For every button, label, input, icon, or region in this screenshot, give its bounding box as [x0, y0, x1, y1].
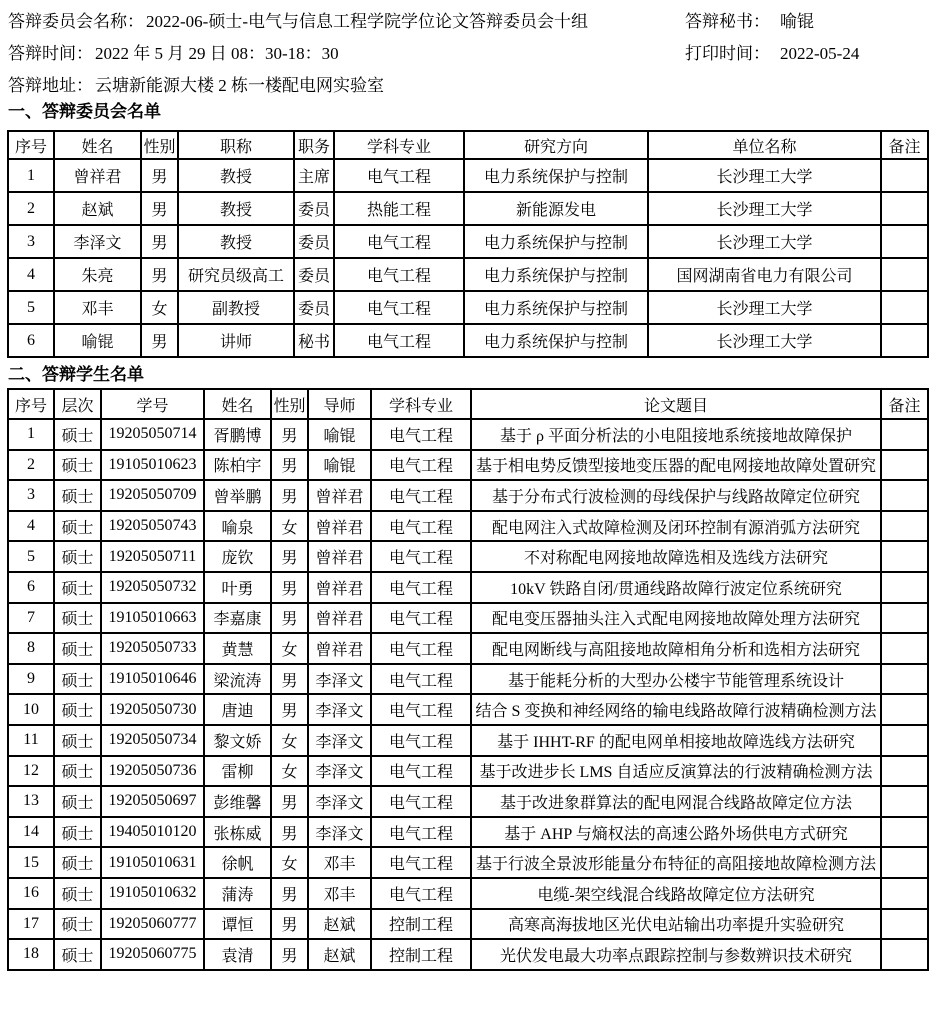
table-cell	[881, 450, 928, 481]
table-cell	[881, 324, 928, 357]
column-header: 层次	[54, 389, 101, 419]
table-cell: 硕士	[54, 633, 101, 664]
table-cell: 曾举鹏	[204, 480, 271, 511]
table-cell: 硕士	[54, 756, 101, 787]
table-cell: 电缆-架空线混合线路故障定位方法研究	[471, 878, 881, 909]
table-cell: 长沙理工大学	[648, 324, 881, 357]
table-cell: 12	[8, 756, 54, 787]
table-row	[8, 419, 928, 450]
table-cell: 19205050697	[101, 786, 204, 817]
table-cell	[881, 633, 928, 664]
table-cell: 男	[271, 878, 308, 909]
table-cell: 19105010646	[101, 664, 204, 695]
column-header: 姓名	[54, 131, 141, 159]
table-cell: 电气工程	[371, 633, 471, 664]
table-cell: 19405010120	[101, 817, 204, 848]
table-cell: 男	[141, 324, 178, 357]
table-row	[8, 159, 928, 192]
table-cell: 秘书	[294, 324, 334, 357]
table-cell: 19205060775	[101, 939, 204, 970]
table-cell: 黄慧	[204, 633, 271, 664]
table-cell: 硕士	[54, 664, 101, 695]
table-cell: 长沙理工大学	[648, 159, 881, 192]
table-cell: 委员	[294, 291, 334, 324]
table-cell: 3	[8, 225, 54, 258]
table-cell	[881, 756, 928, 787]
column-header: 性别	[141, 131, 178, 159]
table-cell: 曾祥君	[308, 511, 371, 542]
table-cell: 硕士	[54, 419, 101, 450]
table-cell: 19205050736	[101, 756, 204, 787]
table-row	[8, 786, 928, 817]
table-cell: 19205050711	[101, 541, 204, 572]
field-label: 答辩地址：	[8, 76, 93, 95]
table-cell: 8	[8, 633, 54, 664]
table-cell: 电气工程	[371, 572, 471, 603]
table-cell: 热能工程	[334, 192, 464, 225]
table-row	[8, 694, 928, 725]
table-row	[8, 480, 928, 511]
table-cell: 副教授	[178, 291, 294, 324]
defense-address-field	[8, 76, 384, 96]
table-cell: 女	[271, 847, 308, 878]
table-cell: 委员	[294, 192, 334, 225]
table-cell	[881, 291, 928, 324]
table-cell: 李泽文	[308, 786, 371, 817]
table-cell	[881, 725, 928, 756]
table-cell: 研究员级高工	[178, 258, 294, 291]
table-cell: 陈柏宇	[204, 450, 271, 481]
table-cell: 曾祥君	[308, 480, 371, 511]
table-row	[8, 258, 928, 291]
table-row	[8, 192, 928, 225]
table-cell: 19105010663	[101, 603, 204, 634]
table-cell: 硕士	[54, 786, 101, 817]
table-cell: 男	[141, 225, 178, 258]
table-cell: 19205050730	[101, 694, 204, 725]
table-cell: 电气工程	[371, 541, 471, 572]
table-cell: 李泽文	[308, 756, 371, 787]
table-cell: 硕士	[54, 725, 101, 756]
table-cell: 喻锟	[308, 450, 371, 481]
table-cell: 基于 IHHT-RF 的配电网单相接地故障选线方法研究	[471, 725, 881, 756]
table-cell: 5	[8, 291, 54, 324]
table-cell: 19205050732	[101, 572, 204, 603]
students-section-title: 二、答辩学生名单	[8, 365, 144, 384]
table-cell: 委员	[294, 225, 334, 258]
table-cell: 李嘉康	[204, 603, 271, 634]
column-header: 职称	[178, 131, 294, 159]
table-cell	[881, 225, 928, 258]
table-cell: 19205050734	[101, 725, 204, 756]
table-cell: 基于相电势反馈型接地变压器的配电网接地故障处置研究	[471, 450, 881, 481]
table-cell: 11	[8, 725, 54, 756]
table-cell	[881, 847, 928, 878]
column-header: 序号	[8, 131, 54, 159]
table-cell: 雷柳	[204, 756, 271, 787]
table-cell: 电气工程	[334, 159, 464, 192]
table-cell	[881, 419, 928, 450]
table-cell: 电气工程	[371, 817, 471, 848]
table-cell: 李泽文	[308, 664, 371, 695]
table-cell: 4	[8, 511, 54, 542]
table-cell: 女	[141, 291, 178, 324]
table-cell: 教授	[178, 159, 294, 192]
table-cell: 基于能耗分析的大型办公楼宇节能管理系统设计	[471, 664, 881, 695]
table-cell: 电气工程	[334, 324, 464, 357]
table-cell	[881, 664, 928, 695]
table-cell	[881, 878, 928, 909]
table-cell: 13	[8, 786, 54, 817]
table-cell: 19105010631	[101, 847, 204, 878]
table-cell: 教授	[178, 225, 294, 258]
table-row	[8, 324, 928, 357]
table-cell: 硕士	[54, 694, 101, 725]
table-cell: 男	[271, 786, 308, 817]
table-cell: 男	[271, 939, 308, 970]
table-cell: 4	[8, 258, 54, 291]
table-cell: 光伏发电最大功率点跟踪控制与参数辨识技术研究	[471, 939, 881, 970]
column-header: 研究方向	[464, 131, 648, 159]
table-cell: 李泽文	[308, 725, 371, 756]
column-header: 单位名称	[648, 131, 881, 159]
table-cell: 电气工程	[371, 878, 471, 909]
table-cell: 讲师	[178, 324, 294, 357]
table-cell: 19205060777	[101, 909, 204, 940]
table-cell: 电力系统保护与控制	[464, 225, 648, 258]
table-row	[8, 847, 928, 878]
table-cell: 男	[271, 419, 308, 450]
table-cell: 电气工程	[371, 847, 471, 878]
table-cell: 17	[8, 909, 54, 940]
table-row	[8, 664, 928, 695]
table-cell: 邓丰	[308, 847, 371, 878]
committee-header-row	[8, 131, 928, 159]
table-cell: 教授	[178, 192, 294, 225]
table-cell: 14	[8, 817, 54, 848]
table-row	[8, 909, 928, 940]
table-cell: 硕士	[54, 511, 101, 542]
column-header: 序号	[8, 389, 54, 419]
table-cell: 16	[8, 878, 54, 909]
table-cell: 15	[8, 847, 54, 878]
table-cell: 赵斌	[54, 192, 141, 225]
table-row	[8, 572, 928, 603]
table-cell: 2	[8, 192, 54, 225]
table-cell	[881, 817, 928, 848]
table-cell: 长沙理工大学	[648, 291, 881, 324]
table-cell: 电力系统保护与控制	[464, 291, 648, 324]
table-cell: 张栋威	[204, 817, 271, 848]
table-cell: 男	[271, 480, 308, 511]
field-value: 2022-06-硕士-电气与信息工程学院学位论文答辩委员会十组	[146, 12, 588, 31]
table-cell: 蒲涛	[204, 878, 271, 909]
table-cell: 曾祥君	[308, 572, 371, 603]
table-cell: 电力系统保护与控制	[464, 159, 648, 192]
field-label: 答辩时间：	[8, 44, 93, 63]
table-cell: 喻锟	[308, 419, 371, 450]
table-cell: 喻锟	[54, 324, 141, 357]
table-cell: 女	[271, 756, 308, 787]
table-cell: 基于分布式行波检测的母线保护与线路故障定位研究	[471, 480, 881, 511]
table-cell: 1	[8, 159, 54, 192]
table-cell: 邓丰	[54, 291, 141, 324]
table-cell: 电气工程	[371, 511, 471, 542]
table-cell: 电气工程	[371, 603, 471, 634]
table-cell: 男	[271, 541, 308, 572]
table-cell: 彭维馨	[204, 786, 271, 817]
field-label: 答辩委员会名称：	[8, 12, 144, 31]
table-cell: 硕士	[54, 847, 101, 878]
column-header: 学号	[101, 389, 204, 419]
table-cell: 徐帆	[204, 847, 271, 878]
table-cell: 7	[8, 603, 54, 634]
defense-secretary-field	[685, 12, 814, 32]
column-header: 学科专业	[371, 389, 471, 419]
table-cell: 结合 S 变换和神经网络的输电线路故障行波精确检测方法	[471, 694, 881, 725]
table-cell: 朱亮	[54, 258, 141, 291]
table-cell: 19205050709	[101, 480, 204, 511]
table-cell	[881, 541, 928, 572]
table-cell: 曾祥君	[308, 541, 371, 572]
table-cell	[881, 258, 928, 291]
table-row	[8, 225, 928, 258]
table-cell: 配电网注入式故障检测及闭环控制有源消弧方法研究	[471, 511, 881, 542]
table-cell: 男	[271, 817, 308, 848]
table-cell: 男	[141, 192, 178, 225]
table-cell: 曾祥君	[54, 159, 141, 192]
table-cell	[881, 159, 928, 192]
field-label: 打印时间：	[685, 44, 770, 63]
table-cell: 叶勇	[204, 572, 271, 603]
table-cell: 硕士	[54, 939, 101, 970]
students-header-row	[8, 389, 928, 419]
table-cell: 男	[271, 572, 308, 603]
table-row	[8, 756, 928, 787]
table-cell: 电气工程	[334, 291, 464, 324]
table-row	[8, 603, 928, 634]
column-header: 导师	[308, 389, 371, 419]
field-value: 2022 年 5 月 29 日 08：30-18：30	[95, 44, 339, 63]
table-cell: 基于 AHP 与熵权法的高速公路外场供电方式研究	[471, 817, 881, 848]
table-cell: 硕士	[54, 450, 101, 481]
table-cell: 女	[271, 511, 308, 542]
table-cell: 基于行波全景波形能量分布特征的高阻接地故障检测方法	[471, 847, 881, 878]
table-cell: 主席	[294, 159, 334, 192]
table-row	[8, 291, 928, 324]
table-cell: 男	[271, 603, 308, 634]
table-cell: 男	[271, 694, 308, 725]
table-cell: 18	[8, 939, 54, 970]
table-cell: 19105010623	[101, 450, 204, 481]
table-cell	[881, 786, 928, 817]
table-cell: 基于改进步长 LMS 自适应反演算法的行波精确检测方法	[471, 756, 881, 787]
table-cell: 谭恒	[204, 909, 271, 940]
column-header: 备注	[881, 389, 928, 419]
table-cell: 硕士	[54, 817, 101, 848]
table-cell: 1	[8, 419, 54, 450]
table-cell: 曾祥君	[308, 633, 371, 664]
table-cell: 5	[8, 541, 54, 572]
table-cell: 男	[141, 258, 178, 291]
committee-section-title: 一、答辩委员会名单	[8, 102, 161, 121]
table-cell	[881, 480, 928, 511]
table-cell: 电气工程	[371, 480, 471, 511]
defense-committee-name-field	[8, 12, 588, 32]
table-cell: 硕士	[54, 603, 101, 634]
table-cell: 曾祥君	[308, 603, 371, 634]
table-cell: 基于 ρ 平面分析法的小电阻接地系统接地故障保护	[471, 419, 881, 450]
table-cell: 10	[8, 694, 54, 725]
table-cell	[881, 511, 928, 542]
column-header: 姓名	[204, 389, 271, 419]
table-cell: 电气工程	[334, 225, 464, 258]
defense-time-field	[8, 44, 339, 64]
table-cell: 邓丰	[308, 878, 371, 909]
table-cell	[881, 694, 928, 725]
table-cell: 男	[271, 450, 308, 481]
column-header: 性别	[271, 389, 308, 419]
table-cell: 电气工程	[371, 419, 471, 450]
table-cell: 国网湖南省电力有限公司	[648, 258, 881, 291]
table-cell: 李泽文	[54, 225, 141, 258]
table-cell: 19205050733	[101, 633, 204, 664]
table-cell: 女	[271, 725, 308, 756]
table-cell: 新能源发电	[464, 192, 648, 225]
table-cell: 袁清	[204, 939, 271, 970]
table-cell: 电气工程	[371, 694, 471, 725]
column-header: 备注	[881, 131, 928, 159]
column-header: 职务	[294, 131, 334, 159]
table-cell: 黎文娇	[204, 725, 271, 756]
table-cell	[881, 572, 928, 603]
table-cell: 3	[8, 480, 54, 511]
table-cell: 男	[271, 664, 308, 695]
table-cell: 女	[271, 633, 308, 664]
table-cell: 男	[141, 159, 178, 192]
table-cell	[881, 192, 928, 225]
table-cell: 电力系统保护与控制	[464, 324, 648, 357]
committee-table	[7, 130, 929, 358]
table-cell: 庞钦	[204, 541, 271, 572]
table-cell: 电气工程	[334, 258, 464, 291]
table-cell: 长沙理工大学	[648, 192, 881, 225]
field-value: 喻锟	[780, 12, 814, 31]
table-cell: 胥鹏博	[204, 419, 271, 450]
table-cell: 赵斌	[308, 939, 371, 970]
table-cell: 硕士	[54, 480, 101, 511]
table-row	[8, 939, 928, 970]
table-cell: 电气工程	[371, 725, 471, 756]
table-cell: 喻泉	[204, 511, 271, 542]
print-time-field	[685, 44, 859, 64]
table-cell: 控制工程	[371, 939, 471, 970]
table-cell: 6	[8, 572, 54, 603]
column-header: 论文题目	[471, 389, 881, 419]
table-cell: 电力系统保护与控制	[464, 258, 648, 291]
students-table	[7, 388, 929, 971]
column-header: 学科专业	[334, 131, 464, 159]
table-cell: 配电网断线与高阻接地故障相角分析和选相方法研究	[471, 633, 881, 664]
table-row	[8, 878, 928, 909]
table-cell: 男	[271, 909, 308, 940]
table-cell	[881, 939, 928, 970]
table-cell: 硕士	[54, 541, 101, 572]
table-cell: 19105010632	[101, 878, 204, 909]
table-cell: 基于改进象群算法的配电网混合线路故障定位方法	[471, 786, 881, 817]
table-cell: 配电变压器抽头注入式配电网接地故障处理方法研究	[471, 603, 881, 634]
table-cell: 赵斌	[308, 909, 371, 940]
table-cell: 电气工程	[371, 786, 471, 817]
table-row	[8, 541, 928, 572]
table-cell: 李泽文	[308, 694, 371, 725]
table-cell: 电气工程	[371, 450, 471, 481]
field-label: 答辩秘书：	[685, 12, 770, 31]
table-cell: 长沙理工大学	[648, 225, 881, 258]
table-row	[8, 633, 928, 664]
table-cell: 高寒高海拔地区光伏电站输出功率提升实验研究	[471, 909, 881, 940]
table-cell: 不对称配电网接地故障选相及选线方法研究	[471, 541, 881, 572]
table-cell: 19205050743	[101, 511, 204, 542]
table-cell: 控制工程	[371, 909, 471, 940]
table-cell: 19205050714	[101, 419, 204, 450]
field-value: 云塘新能源大楼 2 栋一楼配电网实验室	[95, 76, 384, 95]
table-cell: 9	[8, 664, 54, 695]
table-cell: 2	[8, 450, 54, 481]
table-cell: 电气工程	[371, 756, 471, 787]
table-row	[8, 725, 928, 756]
table-cell: 硕士	[54, 572, 101, 603]
table-cell: 委员	[294, 258, 334, 291]
table-cell: 李泽文	[308, 817, 371, 848]
table-cell: 硕士	[54, 909, 101, 940]
table-row	[8, 511, 928, 542]
table-cell: 硕士	[54, 878, 101, 909]
table-cell: 6	[8, 324, 54, 357]
table-row	[8, 450, 928, 481]
table-cell	[881, 909, 928, 940]
table-row	[8, 817, 928, 848]
table-cell: 10kV 铁路自闭/贯通线路故障行波定位系统研究	[471, 572, 881, 603]
table-cell	[881, 603, 928, 634]
table-cell: 梁流涛	[204, 664, 271, 695]
field-value: 2022-05-24	[780, 44, 860, 63]
table-cell: 唐迪	[204, 694, 271, 725]
table-cell: 电气工程	[371, 664, 471, 695]
